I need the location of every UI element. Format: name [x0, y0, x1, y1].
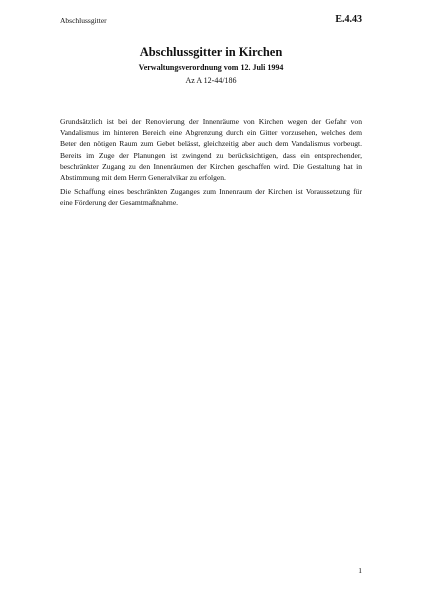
running-title: Abschlussgitter: [60, 16, 107, 25]
section-code: E.4.43: [335, 14, 362, 25]
title-block: [60, 44, 362, 86]
document-reference: Az A 12-44/186: [185, 76, 237, 85]
body-paragraph: Die Schaffung eines beschränkten Zuganges zum Innenraum der Kirchen ist Voraussetzung für eine Förderung der Gesamtmaßnahme.: [60, 187, 362, 208]
body-paragraph: Grundsätzlich ist bei der Renovierung der Innenräume von Kirchen wegen der Gefahr von Vandalismus im hinteren Bereich eine Abgrenzung durch ein Gitter vorzusehen, welches dem Beter den nötigen Raum zum Gebet belässt, gleichzeitig aber auch dem Vandalismus vorbeugt. Bereits im Zuge der Planungen ist zwingend zu berücksichtigen, dass ein entsprechender, beschränkter Zugang zu den Innenräumen der Kirchen geschaffen wird. Die Gestaltung hat in Abstimmung mit dem Herrn Generalvikar zu erfolgen.: [60, 117, 362, 183]
document-body: [60, 116, 362, 212]
running-header: [60, 14, 362, 28]
document-subtitle: Verwaltungsverordnung vom 12. Juli 1994: [138, 63, 284, 72]
page-number: 1: [358, 566, 362, 575]
document-title: Abschlussgitter in Kirchen: [139, 45, 283, 59]
